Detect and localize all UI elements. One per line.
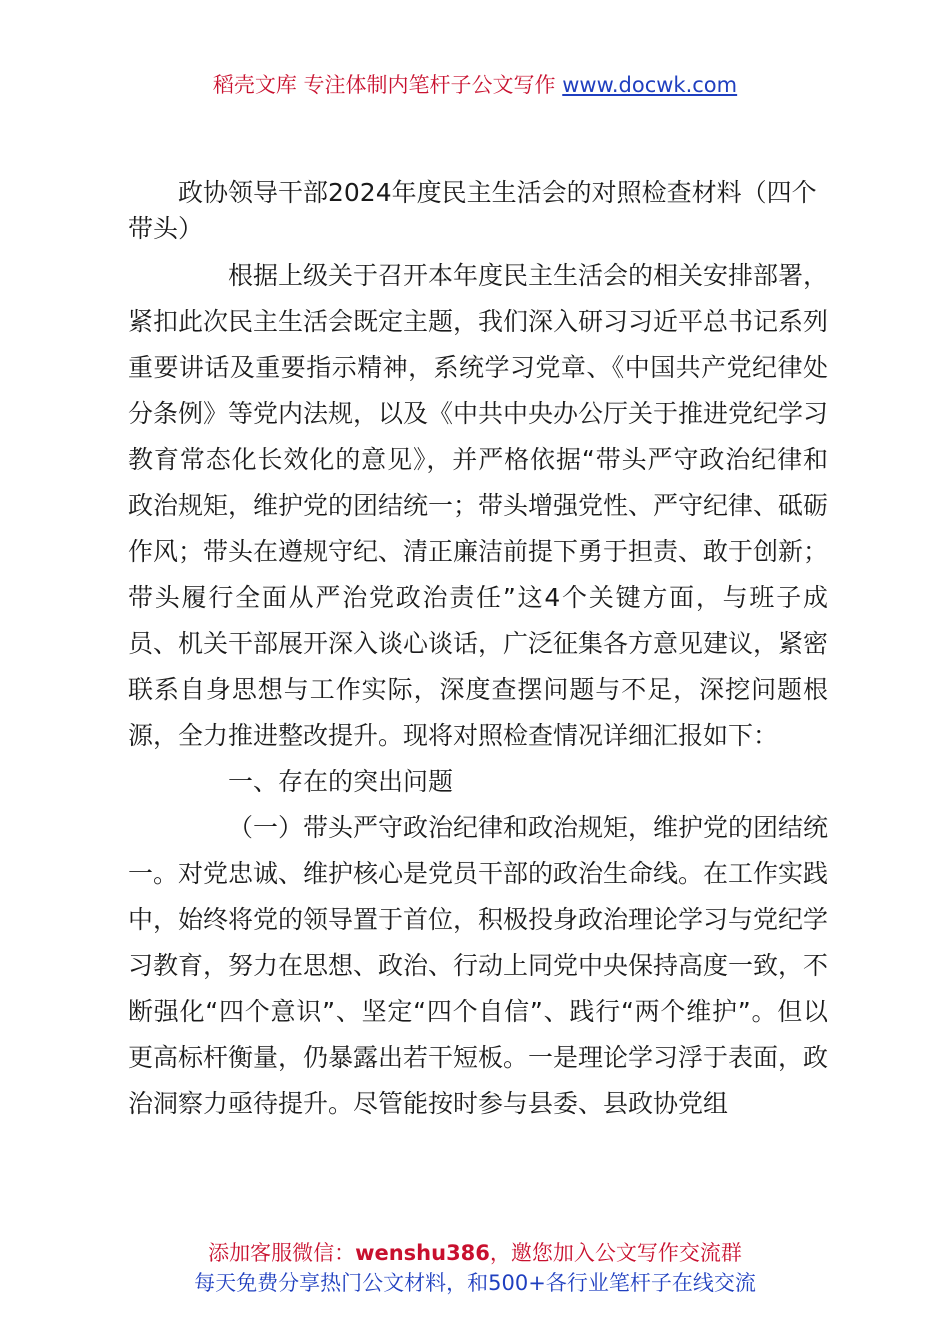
section-1-1-paragraph: （一）带头严守政治纪律和政治规矩，维护党的团结统一。对党忠诚、维护核心是党员干部的政治生命线。在工作实践中，始终将党的领导置于首位，积极投身政治理论学习与党纪学习教育，努力在思想、政治、行动上同党中央保持高度一致，不断强化“四个意识”、坚定“四个自信”、践行“两个维护”。但以更高标杆衡量，仍暴露出若干短板。一是理论学习浮于表面，政治洞察力亟待提升。尽管能按时参与县委、县政协党组 bbox=[128, 813, 829, 1118]
footer-line-1 bbox=[0, 1238, 950, 1268]
page-footer bbox=[0, 1238, 950, 1298]
header-brand-text: 稻壳文库 专注体制内笔杆子公文写作 bbox=[212, 73, 556, 97]
section-1-heading: 一、存在的突出问题 bbox=[228, 767, 454, 796]
footer-wechat-id: wenshu386 bbox=[355, 1241, 490, 1265]
header-url-link[interactable]: www.docwk.com bbox=[562, 73, 738, 97]
footer-suffix: ，邀您加入公文写作交流群 bbox=[489, 1241, 742, 1265]
document-title: 政协领导干部2024年度民主生活会的对照检查材料（四个带头） bbox=[128, 178, 817, 243]
intro-paragraph: 根据上级关于召开本年度民主生活会的相关安排部署，紧扣此次民主生活会既定主题，我们深入研习习近平总书记系列重要讲话及重要指示精神，系统学习党章、《中国共产党纪律处分条例》等党内法规，以及《中共中央办公厅关于推进党纪学习教育常态化长效化的意见》，并严格依据“带头严守政治纪律和政治规矩，维护党的团结统一；带头增强党性、严守纪律、砥砺作风；带头在遵规守纪、清正廉洁前提下勇于担责、敢于创新；带头履行全面从严治党政治责任”这4个关键方面，与班子成员、机关干部展开深入谈心谈话，广泛征集各方意见建议，紧密联系自身思想与工作实际，深度查摆问题与不足，深挖问题根源，全力推进整改提升。现将对照检查情况详细汇报如下： bbox=[128, 261, 829, 750]
page-header bbox=[0, 70, 950, 100]
footer-line-2: 每天免费分享热门公文材料，和500+各行业笔杆子在线交流 bbox=[194, 1271, 756, 1295]
document-body bbox=[128, 175, 828, 1127]
footer-prefix: 添加客服微信： bbox=[208, 1241, 356, 1265]
